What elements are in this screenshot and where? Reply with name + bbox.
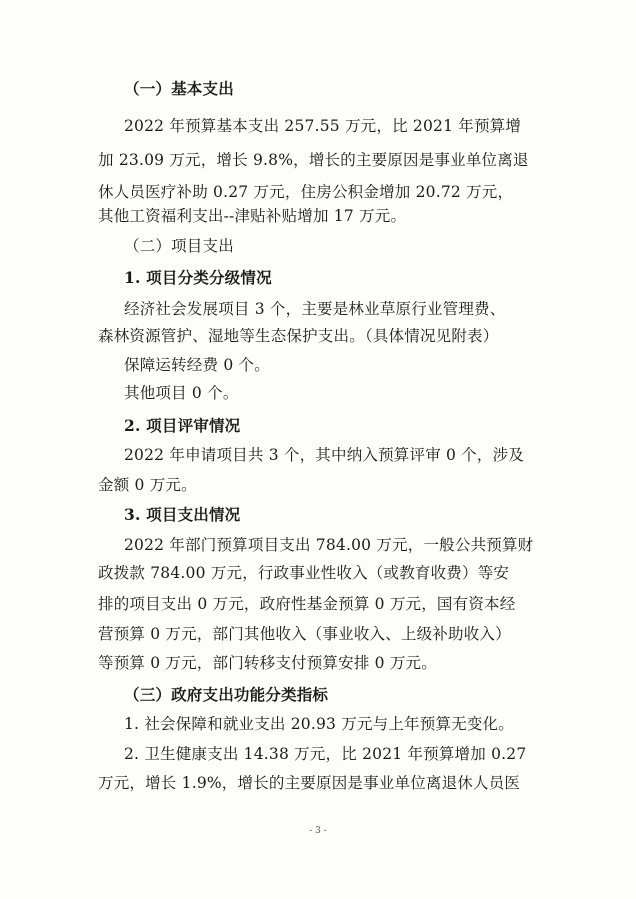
page-number: - 3 - [309, 826, 327, 836]
paragraph-line: 其他项目 0 个。 [124, 384, 239, 402]
paragraph-line: 其他工资福利支出--津贴补贴增加 17 万元。 [98, 207, 407, 225]
subheading-review: 2. 项目评审情况 [124, 416, 241, 435]
paragraph-line: 2. 卫生健康支出 14.38 万元，比 2021 年预算增加 0.27 [124, 745, 527, 763]
paragraph-line: 保障运转经费 0 个。 [124, 356, 270, 374]
paragraph-line: 政拨款 784.00 万元，行政事业性收入（或教育收费）等安 [98, 564, 510, 582]
subheading-project-spending: 3. 项目支出情况 [124, 505, 241, 524]
paragraph-line: 2022 年申请项目共 3 个，其中纳入预算评审 0 个，涉及 [124, 446, 525, 464]
heading-basic-expenditure: （一）基本支出 [124, 79, 234, 98]
paragraph-line: 加 23.09 万元，增长 9.8%，增长的主要原因是事业单位离退 [98, 151, 529, 169]
paragraph-line: 森林资源管护、湿地等生态保护支出。（具体情况见附表） [98, 327, 499, 345]
subheading-classification: 1. 项目分类分级情况 [124, 268, 272, 287]
paragraph-line: 营预算 0 万元，部门其他收入（事业收入、上级补助收入） [98, 625, 511, 643]
paragraph-line: 2022 年预算基本支出 257.55 万元，比 2021 年预算增 [124, 117, 522, 135]
paragraph-line: 1. 社会保障和就业支出 20.93 万元与上年预算无变化。 [124, 715, 514, 733]
paragraph-line: 经济社会发展项目 3 个，主要是林业草原行业管理费、 [124, 300, 506, 318]
paragraph-line: 金额 0 万元。 [98, 476, 197, 494]
paragraph-line: 万元，增长 1.9%，增长的主要原因是事业单位离退休人员医 [98, 774, 521, 792]
paragraph-line: 2022 年部门预算项目支出 784.00 万元，一般公共预算财 [124, 536, 534, 554]
paragraph-line: 休人员医疗补助 0.27 万元，住房公积金增加 20.72 万元， [98, 183, 514, 201]
paragraph-line: 排的项目支出 0 万元，政府性基金预算 0 万元，国有资本经 [98, 595, 516, 613]
heading-functional-classification: （三）政府支出功能分类指标 [124, 685, 329, 704]
paragraph-line: 等预算 0 万元，部门转移支付预算安排 0 万元。 [98, 654, 437, 672]
heading-project-expenditure: （二）项目支出 [124, 237, 234, 255]
